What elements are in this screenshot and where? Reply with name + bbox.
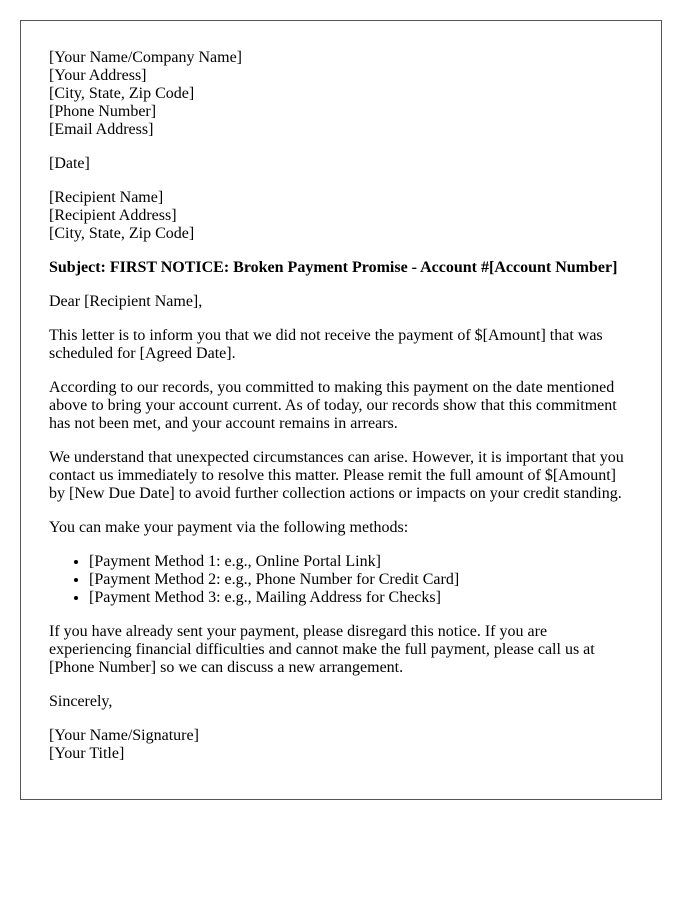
paragraph-closing: If you have already sent your payment, please disregard this notice. If you are experiencing financial difficulties and cannot make the full payment, please call us at [Phone Number] so we can discuss a new arrangement. — [49, 623, 595, 676]
sender-city-state-zip: [City, State, Zip Code] — [49, 85, 195, 102]
subject-line: Subject: FIRST NOTICE: Broken Payment Promise - Account #[Account Number] — [49, 259, 618, 276]
letter-page — [20, 20, 662, 800]
signature-block — [49, 727, 633, 763]
paragraph-missed-payment: This letter is to inform you that we did not receive the payment of $[Amount] that was scheduled for [Agreed Date]. — [49, 327, 603, 362]
sender-block — [49, 49, 633, 139]
paragraph-records: According to our records, you committed to making this payment on the date mentioned above to bring your account current. As of today, our records show that this commitment has not been met, and your account remains in arrears. — [49, 379, 617, 432]
recipient-block — [49, 189, 633, 243]
signoff: Sincerely, — [49, 693, 113, 710]
payment-method-item: • [Payment Method 3: e.g., Mailing Address for Checks] — [89, 589, 633, 607]
paragraph-request: We understand that unexpected circumstances can arise. However, it is important that you contact us immediately to resolve this matter. Please remit the full amount of $[Amount] by [New Due Date] to avoid further collection actions or impacts on your credit standing. — [49, 449, 624, 502]
sender-name: [Your Name/Company Name] — [49, 49, 243, 66]
paragraph-methods-intro: You can make your payment via the following methods: — [49, 519, 409, 536]
sender-phone: [Phone Number] — [49, 103, 157, 120]
payment-methods-list — [49, 553, 633, 607]
salutation: Dear [Recipient Name], — [49, 293, 203, 310]
letter-date: [Date] — [49, 155, 90, 172]
sender-address: [Your Address] — [49, 67, 147, 84]
payment-method-item: • [Payment Method 1: e.g., Online Portal Link] — [89, 553, 633, 571]
date-block — [49, 155, 633, 173]
signature-name: [Your Name/Signature] — [49, 727, 199, 744]
recipient-city-state-zip: [City, State, Zip Code] — [49, 225, 195, 242]
recipient-name: [Recipient Name] — [49, 189, 164, 206]
recipient-address: [Recipient Address] — [49, 207, 177, 224]
sender-email: [Email Address] — [49, 121, 154, 138]
signature-title: [Your Title] — [49, 745, 125, 762]
payment-method-item: • [Payment Method 2: e.g., Phone Number for Credit Card] — [89, 571, 633, 589]
